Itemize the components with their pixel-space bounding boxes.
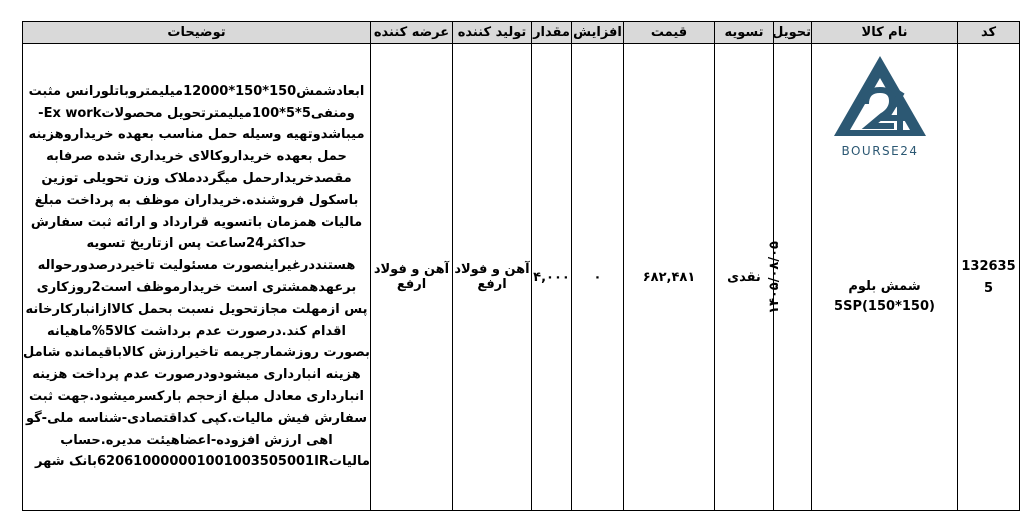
header-row [23, 22, 1020, 44]
cell-description [23, 44, 371, 511]
bourse24-logo [830, 52, 930, 142]
price-value: ۶۸۲,۴۸۱ [642, 269, 696, 285]
cell-supplier [371, 44, 453, 511]
description-text: ابعادشمش150*150*12000میلیمتروباتلورانس مثبت ومنفی5*5*100میلیمترتحویل محصولاتEx work-میباشدوتهیه وسیله حمل مناسب بعهده خریداروهزینه حمل بعهده خریداروکالای خریداری شده صرفابه مقصدخریدارحمل میگرددملاک وزن تحویلی توزین باسکول فروشنده.خریداران موظف به پرداخت مبلغ مالیات همزمان باتسویه قرارداد و ارائه ثبت سفارش حداکثر24ساعت پس ازتاریخ تسویه هستنددرغیراینصورت مسئولیت تاخیردرصدورحواله برعهدهمشتری است خریدارموظف است2روزکاری پس ازمهلت مجازتحویل نسبت بحمل کالاازانبارکارخانه اقدام کند.درصورت عدم برداشت کالا5%ماهیانه بصورت روزشمارجریمه تاخیرارزش کالاباقیمانده شامل هزینه انبارداری میشودودرصورت عدم پرداخت هزینه انبارداری معادل مبلغ ازحجم بارکسرمیشود.جهت ثبت سفارش فیش مالیات.کپی کداقتصادی-شناسه ملی-گو اهی ارزش افزوده-اعضاهیئت مدیره.حساب مالیات620610000001001003505001IRبانک شهر [23, 83, 370, 470]
cell-quantity [532, 44, 572, 511]
settlement-type: نقدی [727, 269, 761, 285]
header-producer: تولید کننده [453, 22, 532, 44]
cell-code [958, 44, 1020, 511]
header-name: نام کالا [812, 22, 958, 44]
cell-price [624, 44, 715, 511]
header-quantity: مقدار [532, 22, 572, 44]
delivery-date: ۱۴۰۵/۰۸/۰۵ [767, 240, 783, 314]
product-name-line1: شمش بلوم [848, 279, 921, 294]
producer-name: آهن و فولاد ارفع [454, 262, 530, 292]
increase-value: ۰ [593, 269, 602, 285]
logo-wordmark: BOURSE24 [841, 144, 919, 158]
cell-delivery [767, 44, 812, 511]
header-settlement: تسویه [715, 22, 774, 44]
header-code: کد [958, 22, 1020, 44]
header-description: توضیحات [23, 22, 371, 44]
offer-table [22, 21, 1020, 511]
code-value-line1: 132635 [961, 259, 1016, 274]
supplier-name: آهن و فولاد ارفع [373, 262, 450, 292]
product-name-line2: (150*150)5SP [834, 299, 935, 314]
header-supplier: عرضه کننده [371, 22, 453, 44]
header-increase: افزایش [572, 22, 624, 44]
cell-name [812, 44, 958, 511]
quantity-value: ۴,۰۰۰ [533, 269, 570, 285]
header-delivery: تحویل [774, 22, 812, 44]
cell-producer [453, 44, 532, 511]
table-row [23, 44, 1020, 511]
cell-increase [572, 44, 624, 511]
header-price: قیمت [624, 22, 715, 44]
code-value-line2: 5 [983, 281, 994, 296]
